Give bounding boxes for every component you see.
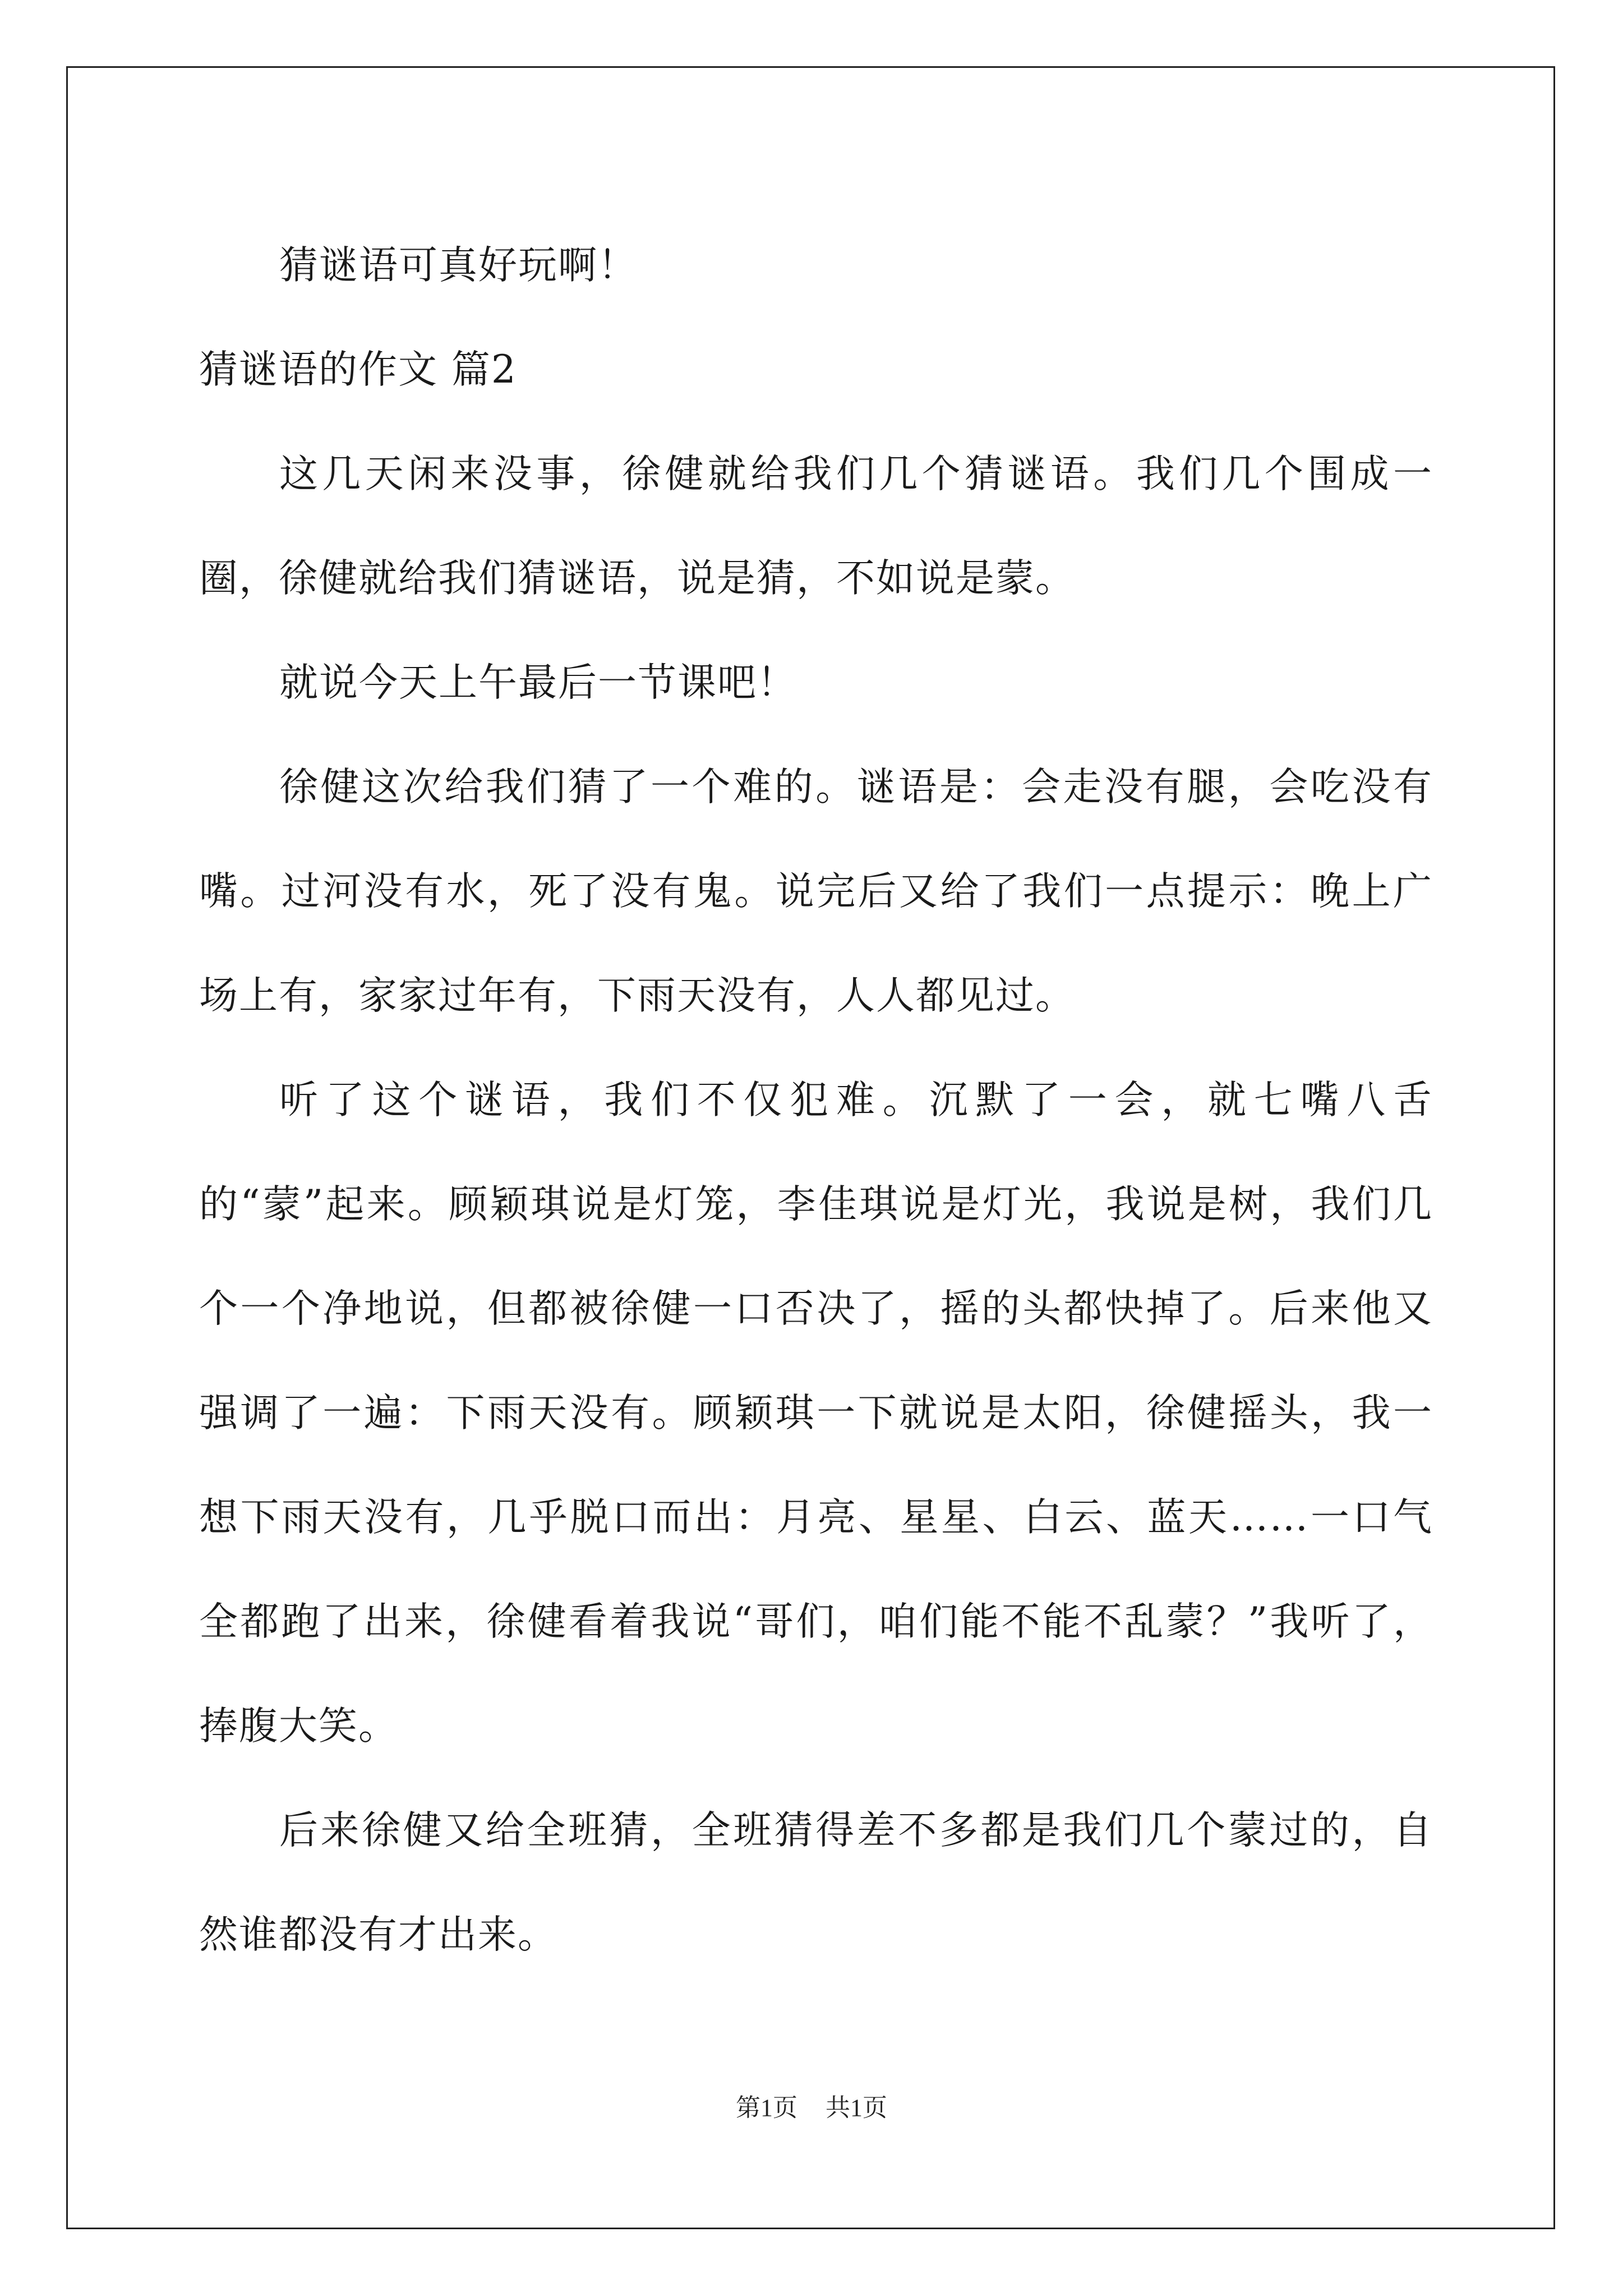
section-title: 猜谜语的作文 篇2 xyxy=(199,347,517,392)
opening-line: 猜谜语可真好玩啊！ xyxy=(279,243,638,288)
page-number-total: 共1页 xyxy=(826,2094,887,2122)
paragraph-2: 就说今天上午最后一节课吧！ xyxy=(279,660,797,705)
paragraph-3: 徐健这次给我们猜了一个难的。谜语是：会走没有腿，会吃没有嘴。过河没有水，死了没有鬼。说完后又给了我们一点提示：晚上广场上有，家家过年有，下雨天没有，人人都见过。 xyxy=(199,765,1433,1018)
document-body xyxy=(199,213,1433,1987)
paragraph-1: 这几天闲来没事，徐健就给我们几个猜谜语。我们几个围成一圈，徐健就给我们猜谜语，说是猜，不如说是蒙。 xyxy=(199,452,1433,601)
page-footer xyxy=(0,2091,1623,2125)
page-number-current: 第1页 xyxy=(736,2094,797,2122)
paragraph-5: 后来徐健又给全班猜，全班猜得差不多都是我们几个蒙过的，自然谁都没有才出来。 xyxy=(199,1808,1433,1957)
paragraph-4: 听了这个谜语，我们不仅犯难。沉默了一会，就七嘴八舌的“蒙”起来。顾颖琪说是灯笼，李佳琪说是灯光，我说是树，我们几个一个净地说，但都被徐健一口否决了，摇的头都快掉了。后来他又强调了一遍：下雨天没有。顾颖琪一下就说是太阳，徐健摇头，我一想下雨天没有，几乎脱口而出：月亮、星星、白云、蓝天……一口气全都跑了出来，徐健看着我说“哥们，咱们能不能不乱蒙？”我听了，捧腹大笑。 xyxy=(199,1078,1433,1749)
